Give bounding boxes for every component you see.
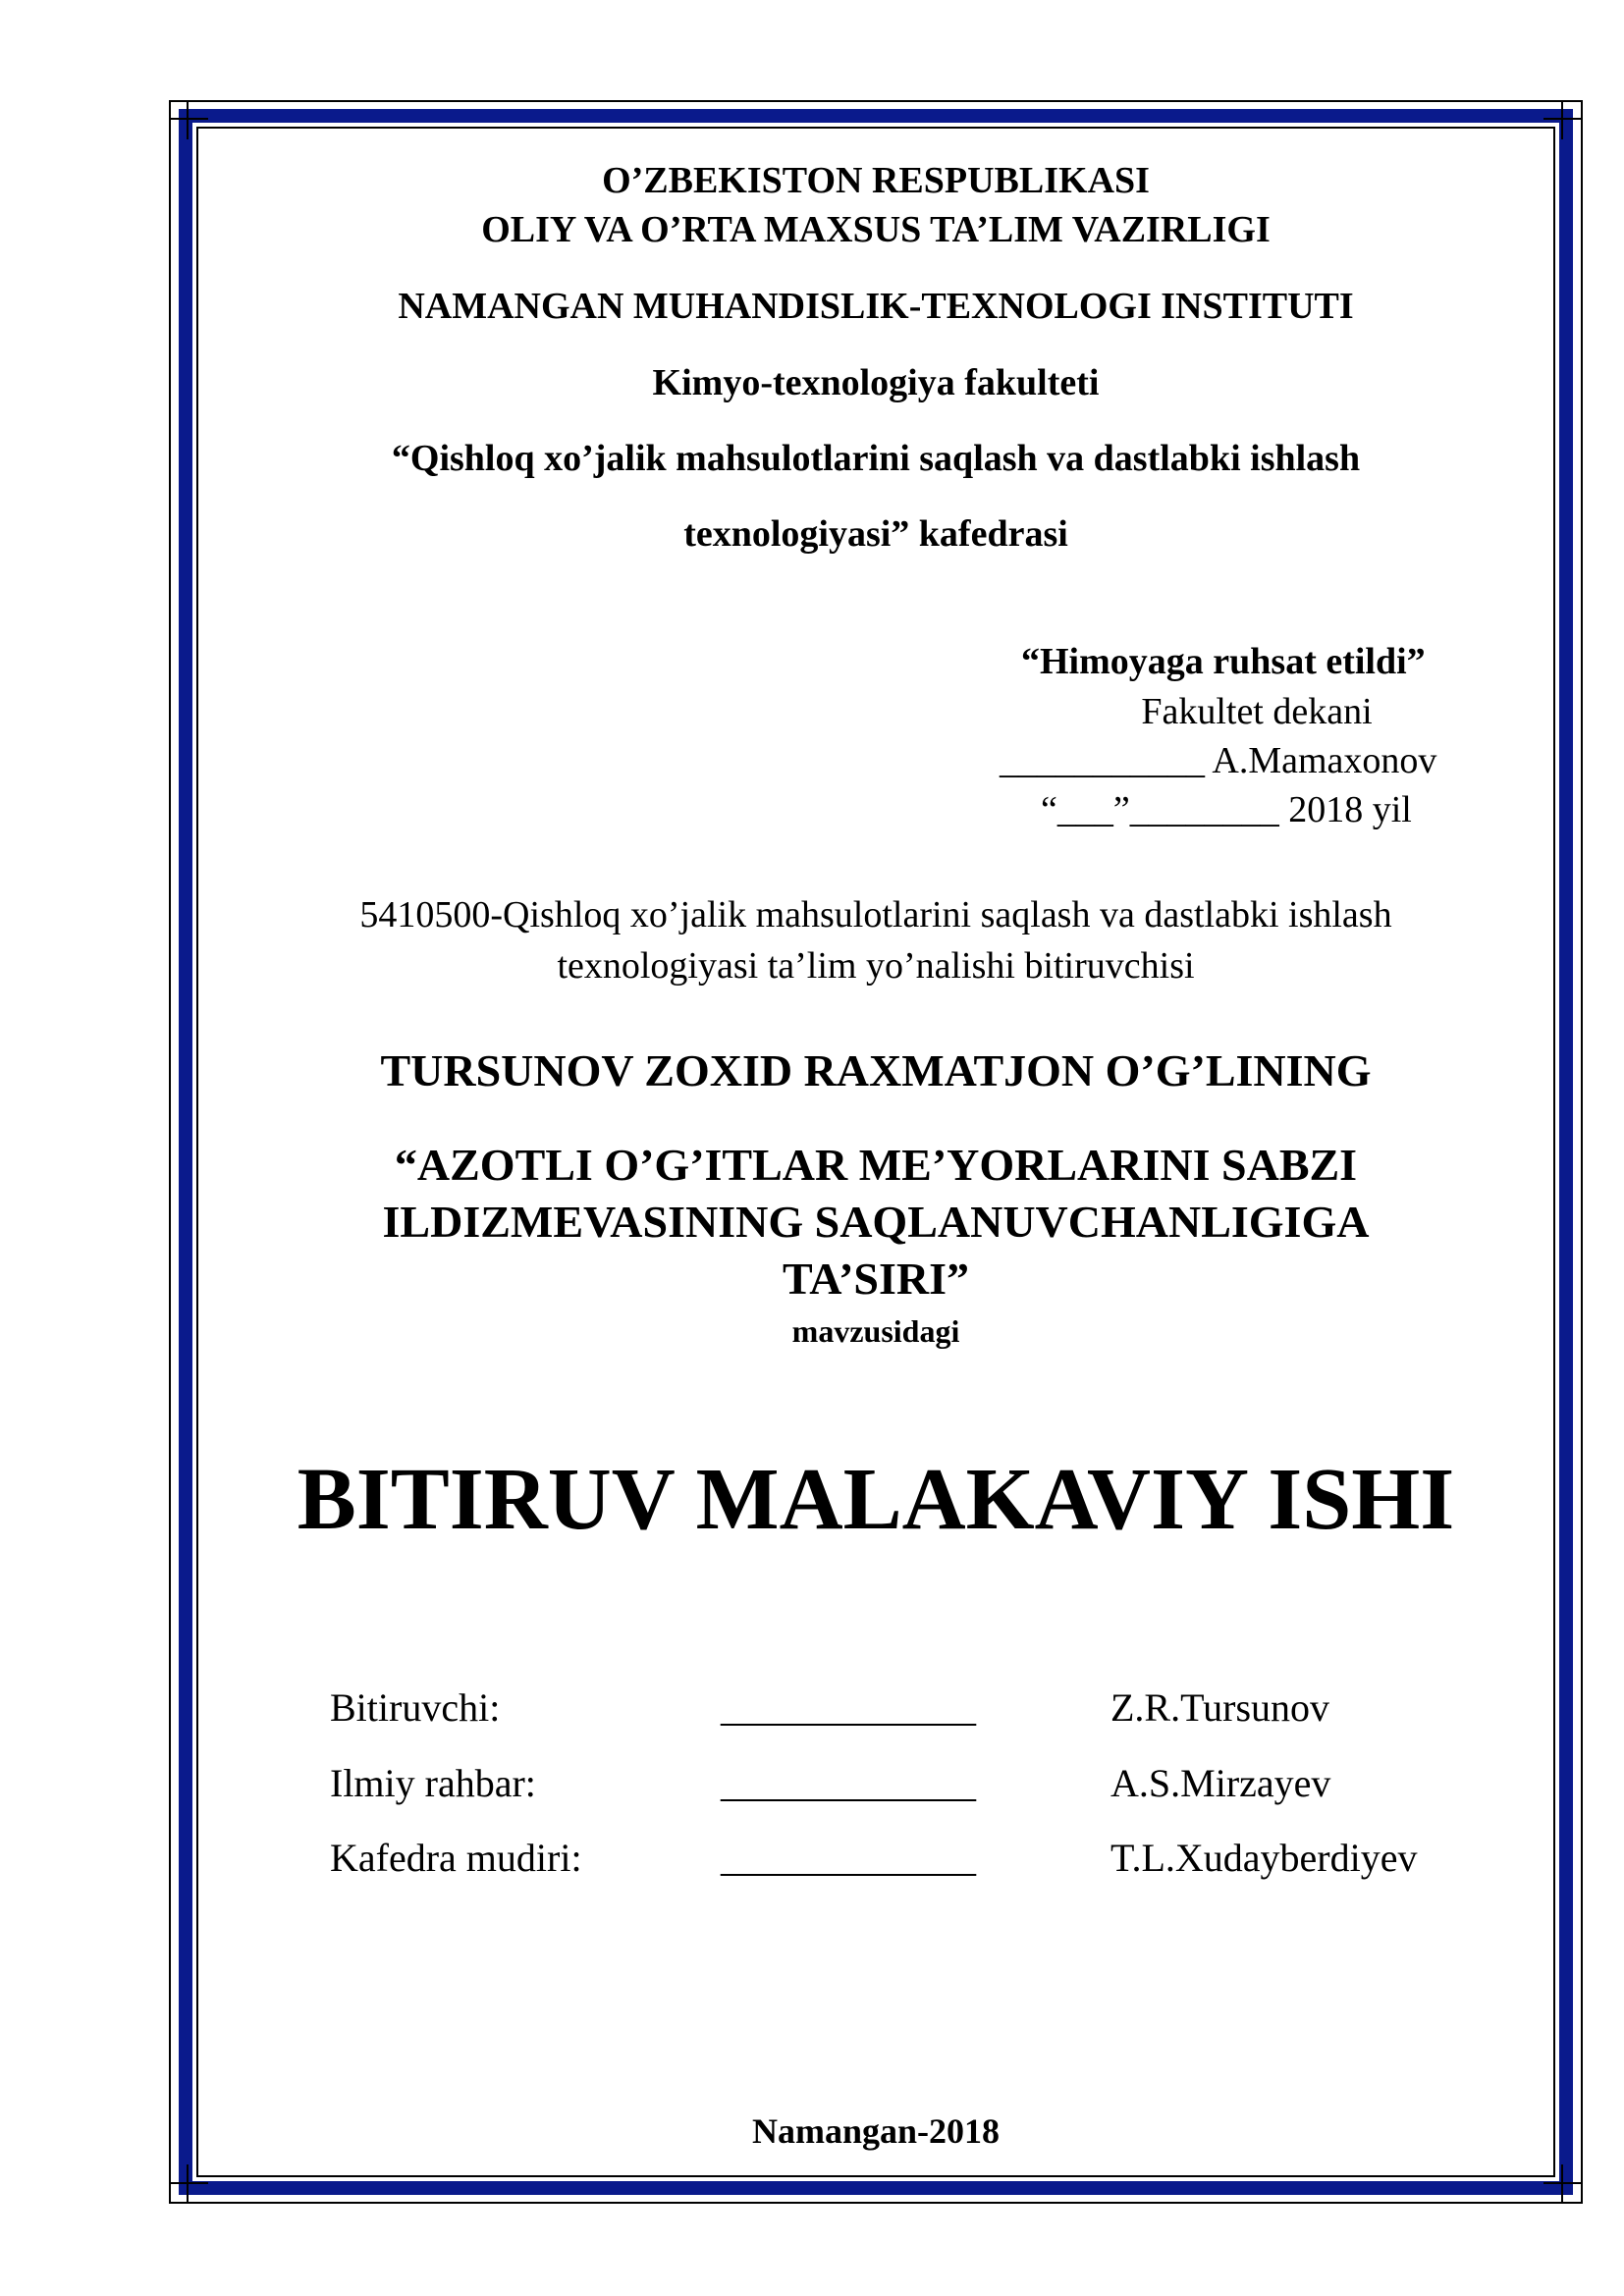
department-line-1: “Qishloq xo’jalik mahsulotlarini saqlash va dastlabki ishlash	[391, 438, 1361, 479]
specialty-line-1: 5410500-Qishloq xo’jalik mahsulotlarini saqlash va dastlabki ishlash	[359, 894, 1392, 935]
corner-ornament-top-left	[169, 100, 208, 139]
topic-line-1: “AZOTLI O’G’ITLAR ME’YORLARINI SABZI	[394, 1140, 1358, 1190]
signature-role: Kafedra mudiri:	[330, 1836, 582, 1880]
signature-role: Bitiruvchi:	[330, 1685, 501, 1730]
footer-city-year: Namangan-2018	[751, 2111, 1001, 2151]
signature-line: _____________	[721, 1836, 976, 1880]
signature-name: Z.R.Tursunov	[1110, 1685, 1330, 1730]
topic-line-2: ILDIZMEVASINING SAQLANUVCHANLIGIGA	[382, 1197, 1370, 1247]
signature-name: T.L.Xudayberdiyev	[1110, 1836, 1418, 1880]
specialty-line-2: texnologiyasi ta’lim yo’nalishi bitiruvchisi	[557, 945, 1195, 987]
approval-title: “Himoyaga ruhsat etildi”	[1021, 641, 1426, 682]
signature-line: _____________	[721, 1685, 976, 1730]
faculty-title: Kimyo-texnologiya fakulteti	[652, 362, 1100, 403]
approval-position: Fakultet dekani	[1141, 691, 1373, 732]
approval-date: “___”________ 2018 yil	[1041, 789, 1412, 830]
republic-title: O’ZBEKISTON RESPUBLIKASI	[602, 160, 1150, 201]
corner-ornament-bottom-left	[169, 2164, 208, 2204]
author-name: TURSUNOV ZOXID RAXMATJON O’G’LINING	[380, 1045, 1372, 1095]
approval-signature: ___________ A.Mamaxonov	[1000, 740, 1437, 781]
topic-line-3: TA’SIRI”	[783, 1254, 969, 1304]
work-type-title: BITIRUV MALAKAVIY ISHI	[297, 1451, 1455, 1548]
signature-role: Ilmiy rahbar:	[330, 1761, 536, 1805]
ministry-title: OLIY VA O’RTA MAXSUS TA’LIM VAZIRLIGI	[481, 209, 1271, 250]
corner-ornament-bottom-right	[1543, 2164, 1583, 2204]
signature-line: _____________	[721, 1761, 976, 1805]
topic-suffix: mavzusidagi	[791, 1313, 960, 1349]
department-line-2: texnologiyasi” kafedrasi	[683, 513, 1068, 555]
corner-ornament-top-right	[1543, 100, 1583, 139]
signature-name: A.S.Mirzayev	[1110, 1761, 1331, 1805]
institute-title: NAMANGAN MUHANDISLIK-TEXNOLOGI INSTITUTI	[398, 286, 1354, 327]
